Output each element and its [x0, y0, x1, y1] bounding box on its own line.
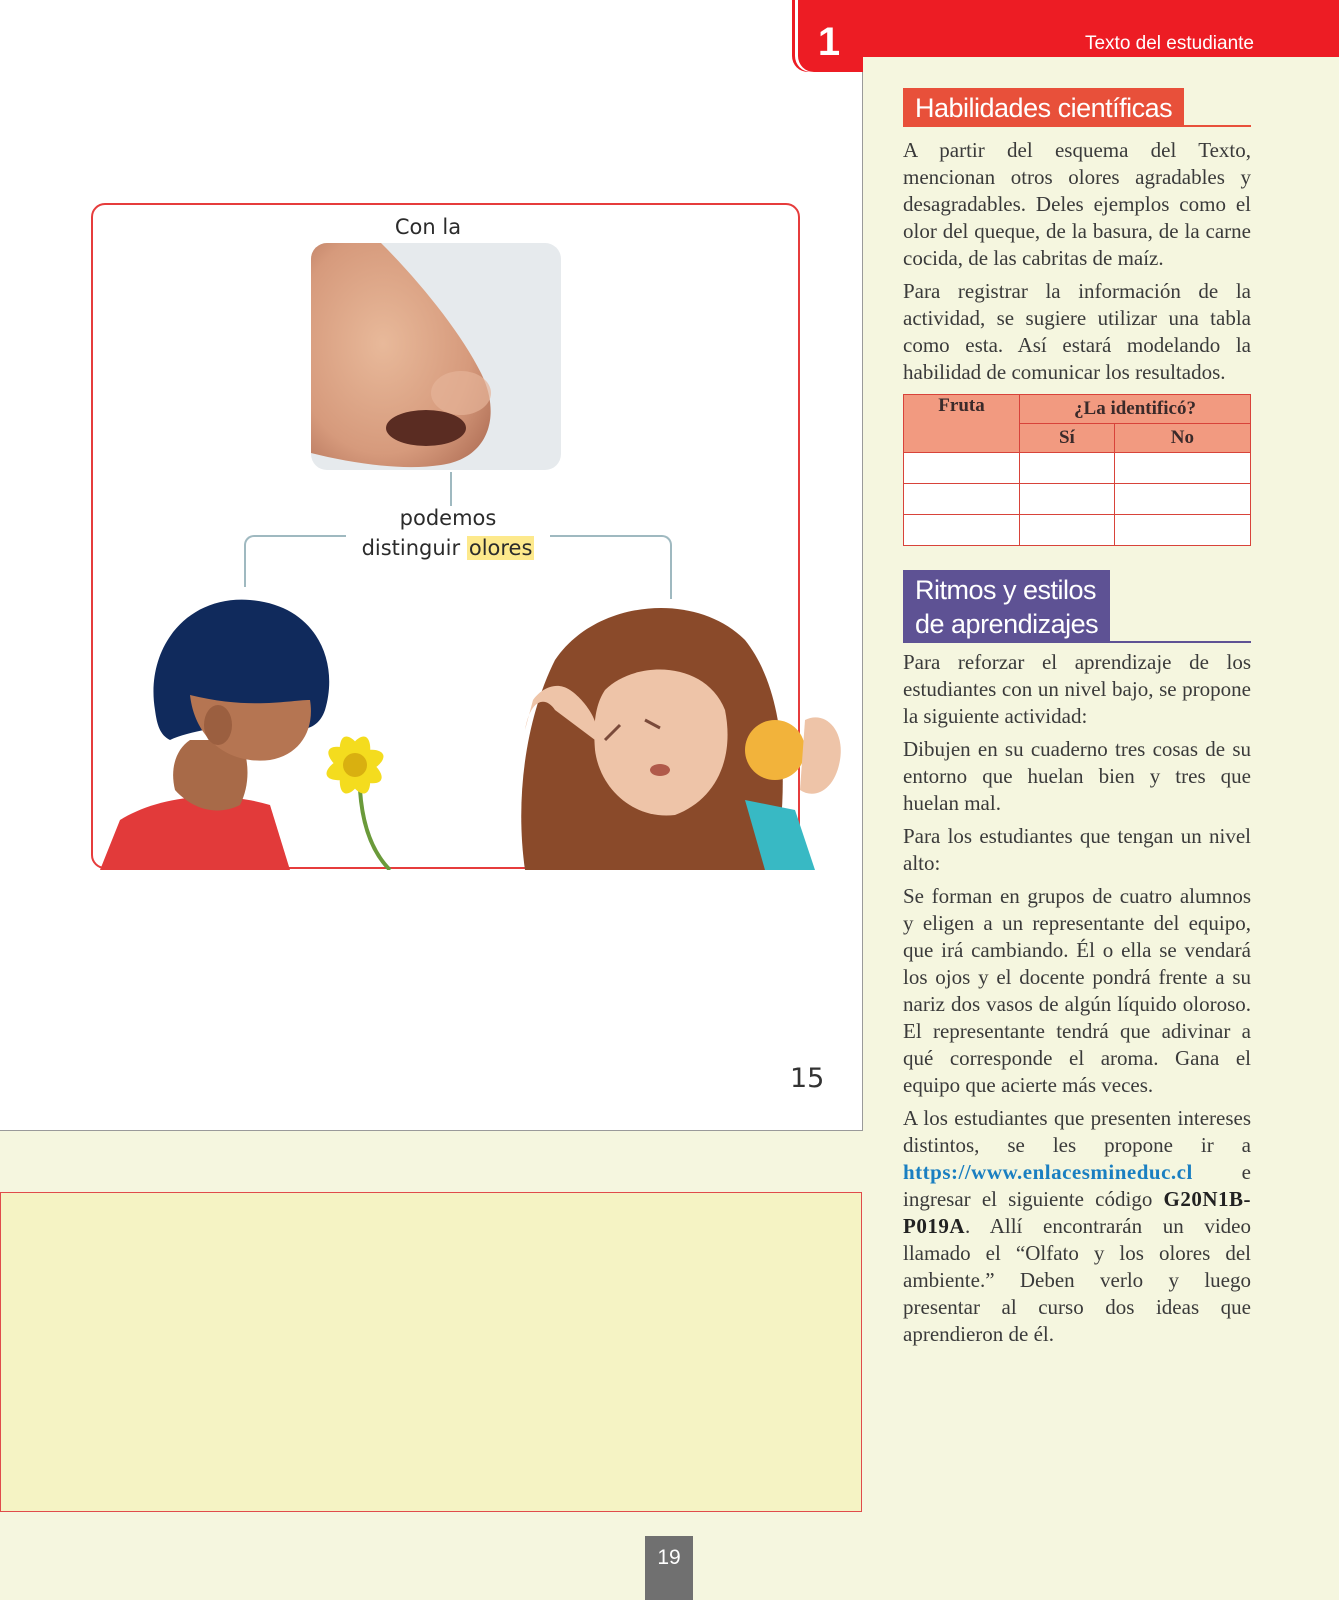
student-page-number: 15	[790, 1063, 825, 1094]
table-row	[904, 484, 1251, 515]
fruit-table-header-no: No	[1114, 424, 1250, 453]
table-row	[904, 515, 1251, 546]
rhythms-paragraph-2: Dibujen en su cuaderno tres cosas de su entorno que huelan bien y tres que huelan mal.	[903, 737, 1251, 815]
rhythms-paragraph-3: Para los estudiantes que tengan un nivel alto:	[903, 824, 1251, 875]
rhythms-para5-code-intro: e ingresar el siguiente código	[903, 1160, 1251, 1211]
unit-tab: 1	[795, 0, 863, 72]
skills-paragraph-1: A partir del esquema del Texto, mencionan otros olores agradables y desagradables. Deles ejemplos como el olor del queque, de la basura, de la carne cocida, de las cabritas de maíz.	[903, 138, 1251, 270]
diagram-top-label: Con la	[394, 215, 462, 239]
table-cell	[904, 453, 1020, 484]
table-cell	[1020, 515, 1115, 546]
table-cell	[1114, 453, 1250, 484]
table-cell	[1114, 515, 1250, 546]
fruit-table-header-fruit: Fruta	[904, 395, 1020, 453]
table-cell	[1114, 484, 1250, 515]
guide-page-number: 19	[645, 1536, 693, 1600]
enlaces-link[interactable]: https://www.enlacesmineduc.cl	[903, 1160, 1193, 1184]
table-cell	[1020, 484, 1115, 515]
notes-box	[0, 1192, 862, 1512]
rhythms-para5-outro: . Allí encontrarán un video llamado el “Olfato y los olores del ambiente.” Deben verlo y luego presentar al curso dos ideas que aprendieron de él.	[903, 1214, 1251, 1346]
rhythms-section-header	[903, 570, 1251, 643]
diagram-middle-line2	[313, 533, 583, 563]
teacher-notes-column	[903, 88, 1251, 1354]
diagram-middle-line1: podemos	[399, 506, 497, 530]
rhythms-paragraph-1: Para reforzar el aprendizaje de los estudiantes con un nivel bajo, se propone la siguiente actividad:	[903, 650, 1251, 728]
table-cell	[1020, 453, 1115, 484]
table-cell	[904, 484, 1020, 515]
rhythms-title-line1: Ritmos y estilos	[915, 575, 1097, 605]
skills-title: Habilidades científicas	[903, 88, 1184, 127]
connector-vertical	[450, 472, 452, 506]
table-cell	[904, 515, 1020, 546]
diagram-middle-prefix: distinguir	[361, 536, 461, 560]
nose-image	[311, 243, 561, 470]
rhythms-title-rule	[1110, 641, 1251, 643]
rhythms-para5-intro: A los estudiantes que presenten intereses distintos, se les propone ir a	[903, 1106, 1251, 1157]
rhythms-paragraph-5	[903, 1105, 1251, 1348]
boy-with-flower-image	[100, 590, 410, 870]
fruit-table	[903, 394, 1251, 546]
skills-title-rule	[1184, 125, 1251, 127]
rhythms-title	[903, 570, 1110, 643]
header-title: Texto del estudiante	[1084, 33, 1254, 54]
rhythms-paragraph-4: Se forman en grupos de cuatro alumnos y eligen a un representante del equipo, que irá cambiando. Él o ella se vendará los ojos y el docente pondrá frente a su nariz dos vasos de algún líquido oloroso. El representante tendrá que adivinar a qué corresponde el aroma. Gana el equipo que acierte más veces.	[903, 884, 1251, 1097]
diagram-middle-label	[313, 503, 583, 563]
woman-holding-nose-image	[485, 600, 862, 870]
skills-section-header	[903, 88, 1251, 127]
table-row	[904, 453, 1251, 484]
student-page	[0, 0, 863, 1131]
rhythms-title-line2: de aprendizajes	[915, 609, 1099, 639]
diagram-middle-highlight: olores	[468, 536, 533, 560]
skills-paragraph-2: Para registrar la información de la actividad, se sugiere utilizar una tabla como esta. Así estará modelando la habilidad de comunicar los resultados.	[903, 279, 1251, 384]
fruit-table-header-yes: Sí	[1020, 424, 1115, 453]
resource-code: G20N1B-P019A	[903, 1187, 1252, 1238]
fruit-table-header-identified: ¿La identificó?	[1020, 395, 1251, 424]
